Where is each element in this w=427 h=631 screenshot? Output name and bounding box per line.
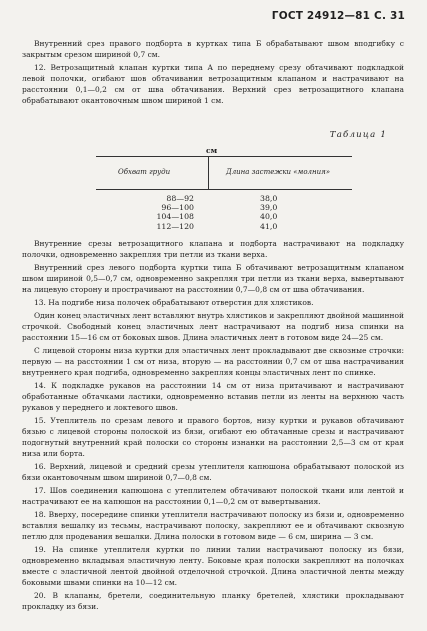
paragraph: Внутренний срез левого подборта куртки типа Б обтачивают ветрозащитным клапаном швом шириной 0,5—0,7 см, одновременно закрепляя три петли из ткани верха, вывертывают на лицевую сторону и прострачивают на расстоянии 0,7—0,8 см от шва обтачивания. bbox=[22, 263, 404, 294]
paragraph: Один конец эластичных лент вставляют внутрь хлястиков и закрепляют двойной машинной строчкой. Свободный конец эластичных лент настрачивают на подгиб низа спинки на расстоянии 15—16 см от боковых швов. Длина эластичных лент в готовом виде 24—25 см. bbox=[22, 311, 404, 342]
bottom-text-block bbox=[22, 238, 404, 614]
paragraph: 12. Ветрозащитный клапан куртки типа А по переднему срезу обтачивают подкладкой левой полочки, огибают шов обтачивания ветрозащитным клапаном и настрачивают на расстоянии 0,1—0,2 см от шва обтачивания. Верхний срез ветрозащитного клапана обрабатывают окантовочным швом шириной 1 см. bbox=[22, 63, 404, 105]
table-cell: 104—108 bbox=[156, 212, 194, 222]
table-header-rule bbox=[96, 189, 352, 190]
table-length-column bbox=[260, 194, 290, 231]
paragraph: 20. В клапаны, бретели, соединительную планку бретелей, хлястики прокладывают прокладку из бязи. bbox=[22, 591, 404, 611]
table-cell: 40,0 bbox=[260, 212, 278, 222]
table-column-divider bbox=[208, 156, 209, 189]
table-cell: 88—92 bbox=[166, 194, 194, 203]
top-text-block bbox=[22, 38, 404, 108]
paragraph: Внутренние срезы ветрозащитного клапана и подборта настрачивают на подкладку полочки, одновременно закрепляя три петли из ткани верха. bbox=[22, 239, 404, 259]
paragraph: 17. Шов соединения капюшона с утеплителем обтачивают полоской ткани или лентой и настрачивают ее на капюшон на расстоянии 0,1—0,2 см от вывертывания. bbox=[22, 486, 404, 506]
table-cell: 112—120 bbox=[156, 221, 194, 231]
table-cell: 39,0 bbox=[260, 203, 278, 213]
paragraph: 13. На подгибе низа полочек обрабатывают отверстия для хлястиков. bbox=[34, 298, 314, 307]
page-header: ГОСТ 24912—81 С. 31 bbox=[271, 10, 405, 22]
paragraph: 14. К подкладке рукавов на расстоянии 14 см от низа притачивают и настрачивают обработанные обтачками ластики, одновременно вставив петли из ленты на верхнюю часть рукавов у переднего и локтевого швов. bbox=[22, 381, 404, 412]
paragraph: С лицевой стороны низа куртки для эластичных лент прокладывают две сквозные строчки: первую — на расстоянии 1 см от низа, вторую — на расстоянии 0,7 см от шва настрачивания внутреннего края подгиба, одновременно закрепляя концы эластичных лент по спинке. bbox=[22, 346, 404, 377]
table-cell: 41,0 bbox=[260, 221, 278, 231]
table-header-girth: Обхват груди bbox=[118, 168, 171, 176]
table-girth-column bbox=[112, 194, 194, 231]
table-cell: 38,0 bbox=[260, 194, 278, 203]
paragraph: 16. Верхний, лицевой и средний срезы утеплителя капюшона обрабатывают полоской из бязи окантовочным швом шириной 0,7—0,8 см. bbox=[22, 462, 404, 482]
paragraph: 19. На спинке утеплителя куртки по линии талии настрачивают полоску из бязи, одновременно вкладывая эластичную ленту. Боковые края полоски закрепляют на полочках вместе с эластичной лентой двойной отделочной строчкой. Длина эластичной ленты между боковыми швами спинки на 10—12 см. bbox=[22, 545, 404, 587]
table-caption: Таблица 1 bbox=[329, 130, 387, 140]
paragraph: 18. Вверху, посередине спинки утеплителя настрачивают полоску из бязи и, одновременно вставляя вешалку из тесьмы, настрачивают полоску, закрепляют ее и обтачивают сквозную петлю для продевания вешалки. Длина полоски в готовом виде — 6 см, ширина — 3 см. bbox=[22, 510, 404, 541]
table-cell: 96—100 bbox=[161, 203, 194, 213]
paragraph: 15. Утеплитель по срезам левого и правого бортов, низу куртки и рукавов обтачивают бязью с лицевой стороны полоской из бязи, огибают ею обтачанные срезы и настрачивают подогнутый внутренний край полоски со стороны изнанки на расстоянии 2,5—3 см от края низа или борта. bbox=[22, 416, 404, 458]
paragraph: Внутренний срез правого подборта в куртках типа Б обрабатывают швом вподгибку с закрытым срезом шириной 0,7 см. bbox=[22, 39, 404, 59]
table-unit: см bbox=[206, 146, 218, 155]
table-header-zipper-length: Длина застежки «молния» bbox=[226, 168, 331, 176]
table-top-rule bbox=[96, 156, 352, 157]
